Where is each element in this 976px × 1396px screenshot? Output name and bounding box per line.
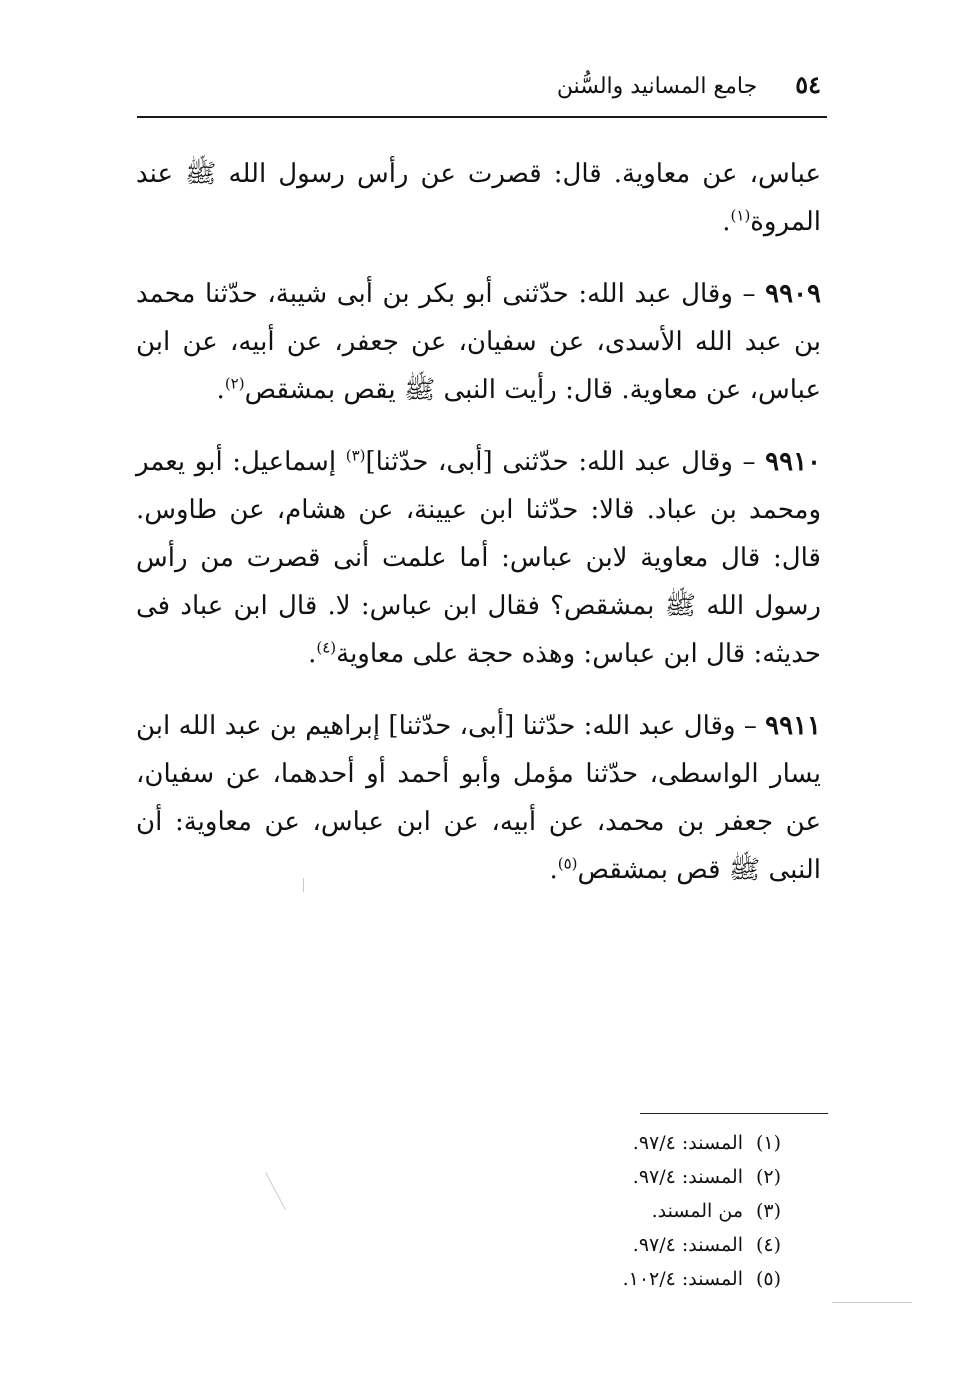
footnote-text: المسند: ٩٧/٤. xyxy=(632,1166,743,1188)
paragraph-continuation xyxy=(136,150,821,246)
footnote-number: (٤) xyxy=(755,1234,781,1256)
footnote-number: (٢) xyxy=(755,1166,781,1188)
footnotes xyxy=(481,1126,781,1296)
hadith-9910 xyxy=(136,438,821,678)
hadith-9909 xyxy=(136,270,821,414)
book-title: جامع المسانيد والسُّنن xyxy=(556,74,758,99)
paragraph-end: . xyxy=(216,375,225,405)
footnote-text: من المسند. xyxy=(651,1200,743,1222)
paragraph-text: – وقال عبد الله: حدّثنا [أبى، حدّثنا] إبراهيم بن عبد الله ابن يسار الواسطى، حدّثنا مؤمل وأبو أحمد أو أحدهما، عن سفيان، عن جعفر بن محمد، عن أبيه، عن ابن عباس، عن معاوية: أن النبى ﷺ قص بمشقص xyxy=(136,711,821,885)
paragraph-text: – وقال عبد الله: حدّثنى أبو بكر بن أبى شيبة، حدّثنا محمد بن عبد الله الأسدى، عن سفيان، عن جعفر، عن أبيه، عن ابن عباس، عن معاوية. قال: رأيت النبى ﷺ يقص بمشقص xyxy=(136,279,821,405)
header-rule xyxy=(137,116,827,118)
footnote xyxy=(481,1228,781,1262)
main-text xyxy=(136,150,821,918)
hadith-number: ٩٩٠٩ xyxy=(765,279,821,309)
scan-artifact xyxy=(265,1172,286,1210)
footnote-reference: (٤) xyxy=(316,638,337,657)
hadith-number: ٩٩١٠ xyxy=(765,447,821,477)
paragraph-text-continued: إسماعيل: أبو يعمر ومحمد بن عباد. قالا: حدّثنا ابن عيينة، عن هشام، عن طاوس. قال: قال معاوية لابن عباس: أما علمت أنى قصرت من رأس رسول الله ﷺ بمشقص؟ فقال ابن عباس: لا. قال ابن عباد فى حديثه: قال ابن عباس: وهذه حجة على معاوية xyxy=(136,447,821,669)
footnote-reference: (٣) xyxy=(345,446,366,465)
footnote-number: (٥) xyxy=(755,1268,781,1290)
footnote-reference: (٢) xyxy=(224,374,245,393)
paragraph-text: – وقال عبد الله: حدّثنى [أبى، حدّثنا] xyxy=(365,447,766,477)
hadith-number: ٩٩١١ xyxy=(765,711,821,741)
footnote xyxy=(481,1160,781,1194)
footnote-reference: (١) xyxy=(730,206,751,225)
footnote xyxy=(481,1126,781,1160)
footnote-rule xyxy=(640,1113,828,1114)
footnote-number: (١) xyxy=(755,1132,781,1154)
scan-artifact xyxy=(832,1302,912,1303)
footnote-text: المسند: ٩٧/٤. xyxy=(632,1132,743,1154)
paragraph-text: عباس، عن معاوية. قال: قصرت عن رأس رسول الله ﷺ عند المروة xyxy=(136,159,821,237)
hadith-9911 xyxy=(136,702,821,894)
footnote-text: المسند: ٩٧/٤. xyxy=(632,1234,743,1256)
paragraph-end: . xyxy=(722,207,731,237)
footnote-reference: (٥) xyxy=(557,854,578,873)
paragraph-end: . xyxy=(308,639,317,669)
running-header xyxy=(151,70,821,110)
scan-artifact xyxy=(303,878,304,892)
footnote-text: المسند: ١٠٢/٤. xyxy=(622,1268,743,1290)
footnote xyxy=(481,1194,781,1228)
page-number: ٥٤ xyxy=(795,70,821,99)
footnote xyxy=(481,1262,781,1296)
paragraph-end: . xyxy=(549,855,558,885)
footnote-number: (٣) xyxy=(755,1200,781,1222)
